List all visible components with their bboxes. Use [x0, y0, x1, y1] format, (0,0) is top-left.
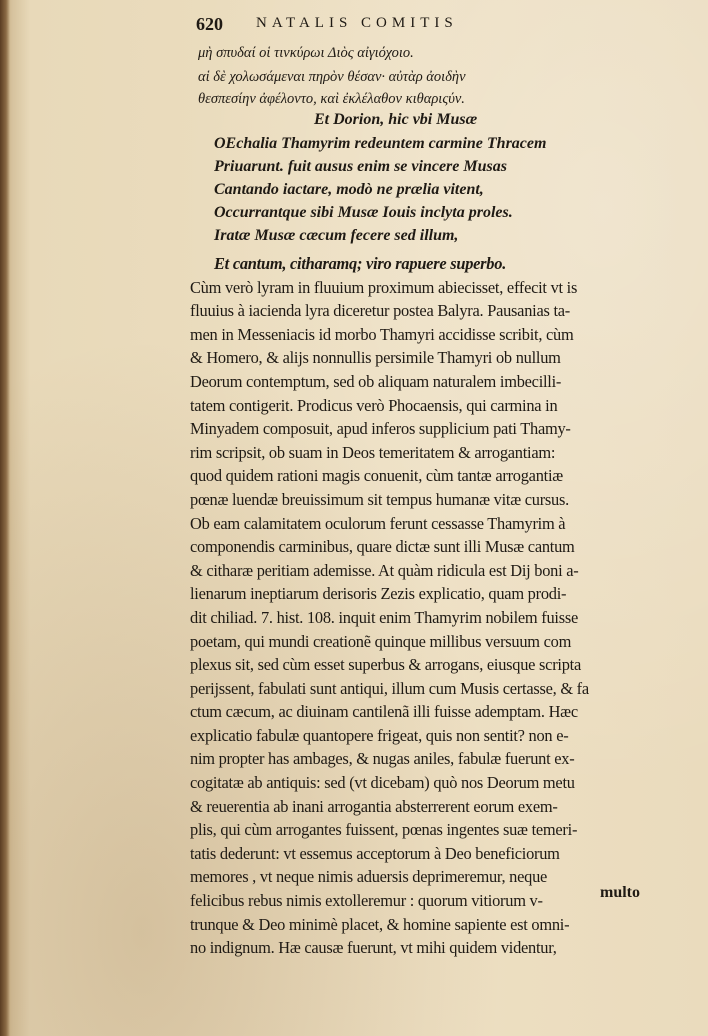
verse-line-2: OEchalia Thamyrim redeuntem carmine Thracem	[214, 135, 547, 152]
prose-line: Deorum contemptum, sed ob aliquam naturalem imbecilli-	[190, 371, 562, 391]
prose-line: explicatio fabulæ quantopere frigeat, quis non sentit? non e-	[190, 725, 569, 745]
greek-line-3: θεσπεσίην ἀφέλοντο, καὶ ἐκλέλαθον κιθαριςύν.	[198, 91, 465, 107]
page-number: 620	[196, 14, 223, 34]
prose-line: Cùm verò lyram in fluuium proximum abiecisset, effecit vt is	[190, 277, 578, 297]
verse-line-4: Cantando iactare, modò ne prælia vitent,	[214, 181, 484, 198]
greek-line-1: μὴ σπυδαί οἱ τινκύρωι Διὸς αἰγιόχοιο.	[198, 45, 414, 61]
verse-line-6: Iratæ Musæ cæcum fecere sed illum,	[214, 227, 459, 244]
prose-line: felicibus rebus nimis extolleremur : quorum vitiorum v-	[190, 891, 543, 911]
greek-line-2: αἱ δὲ χολωσάμεναι πηρὸν θέσαν· αὐτὰρ ἀοιδὴν	[198, 69, 466, 85]
prose-line: tatis dederunt: vt essemus acceptorum à Deo beneficiorum	[190, 843, 560, 863]
prose-line: plis, qui cùm arrogantes fuissent, pœnas ingentes suæ temeri-	[190, 820, 578, 840]
prose-line: ctum cæcum, ac diuinam cantilenã illi fuisse ademptam. Hæc	[190, 702, 578, 722]
prose-line: rim scripsit, ob suam in Deos temeritatem & arrogantiam:	[190, 442, 556, 462]
verse-line-1: Et Dorion, hic vbi Musæ	[314, 111, 478, 128]
prose-line: poetam, qui mundi creationẽ quinque millibus versuum com	[190, 631, 572, 651]
prose-body	[190, 252, 650, 960]
prose-line: cogitatæ ab antiquis: sed (vt dicebam) quò nos Deorum metu	[190, 773, 575, 793]
prose-line: nim propter has ambages, & nugas aniles, fabulæ fuerunt ex-	[190, 749, 575, 769]
prose-line: tatem contigerit. Prodicus verò Phocaensis, qui carmina in	[190, 395, 558, 415]
prose-line: perijssent, fabulati sunt antiqui, illum cum Musis certasse, & fa	[190, 678, 589, 698]
prose-line: componendis carminibus, quare dictæ sunt illi Musæ cantum	[190, 537, 575, 557]
verse-line-3: Priuarunt. fuit ausus enim se vincere Musas	[214, 158, 507, 175]
prose-line: & citharæ peritiam ademisse. At quàm ridicula est Dij boni a-	[190, 560, 579, 580]
prose-line: men in Messeniacis id morbo Thamyri accidisse scribit, cùm	[190, 324, 574, 344]
verse-line-7: Et cantum, citharamq; viro rapuere superbo.	[214, 254, 507, 273]
prose-line: memores , vt neque nimis aduersis deprimeremur, neque	[190, 867, 548, 887]
prose-line: fluuius à iacienda lyra diceretur postea Balyra. Pausanias ta-	[190, 301, 570, 321]
running-head: NATALIS COMITIS	[256, 15, 458, 31]
prose-line: quod quidem rationi magis conuenit, cùm tantæ arrogantiæ	[190, 466, 563, 486]
prose-line: Minyadem composuit, apud inferos supplicium pati Thamy-	[190, 419, 571, 439]
prose-line: Ob eam calamitatem oculorum ferunt cessasse Thamyrim à	[190, 513, 566, 533]
prose-line: pœnæ luendæ breuissimum sit tempus humanæ vitæ cursus.	[190, 489, 569, 509]
prose-line: lienarum ineptiarum derisoris Zezis explicatio, quam prodi-	[190, 584, 567, 604]
prose-line: & Homero, & alijs nonnullis persimile Thamyri ob nullum	[190, 348, 561, 368]
prose-line: trunque & Deo minimè placet, & homine sapiente est omni-	[190, 914, 570, 934]
prose-line: plexus sit, sed cùm esset superbus & arrogans, eiusque scripta	[190, 655, 581, 675]
catchword: multo	[600, 884, 640, 901]
binding-gutter	[0, 0, 10, 1036]
page-header	[196, 14, 560, 38]
verse-line-5: Occurrantque sibi Musæ Iouis inclyta proles.	[214, 204, 513, 221]
prose-line: no indignum. Hæ causæ fuerunt, vt mihi quidem videntur,	[190, 938, 557, 958]
prose-line: & reuerentia ab inani arrogantia absterrerent eorum exem-	[190, 796, 558, 816]
prose-line: dit chiliad. 7. hist. 108. inquit enim Thamyrim nobilem fuisse	[190, 607, 579, 627]
